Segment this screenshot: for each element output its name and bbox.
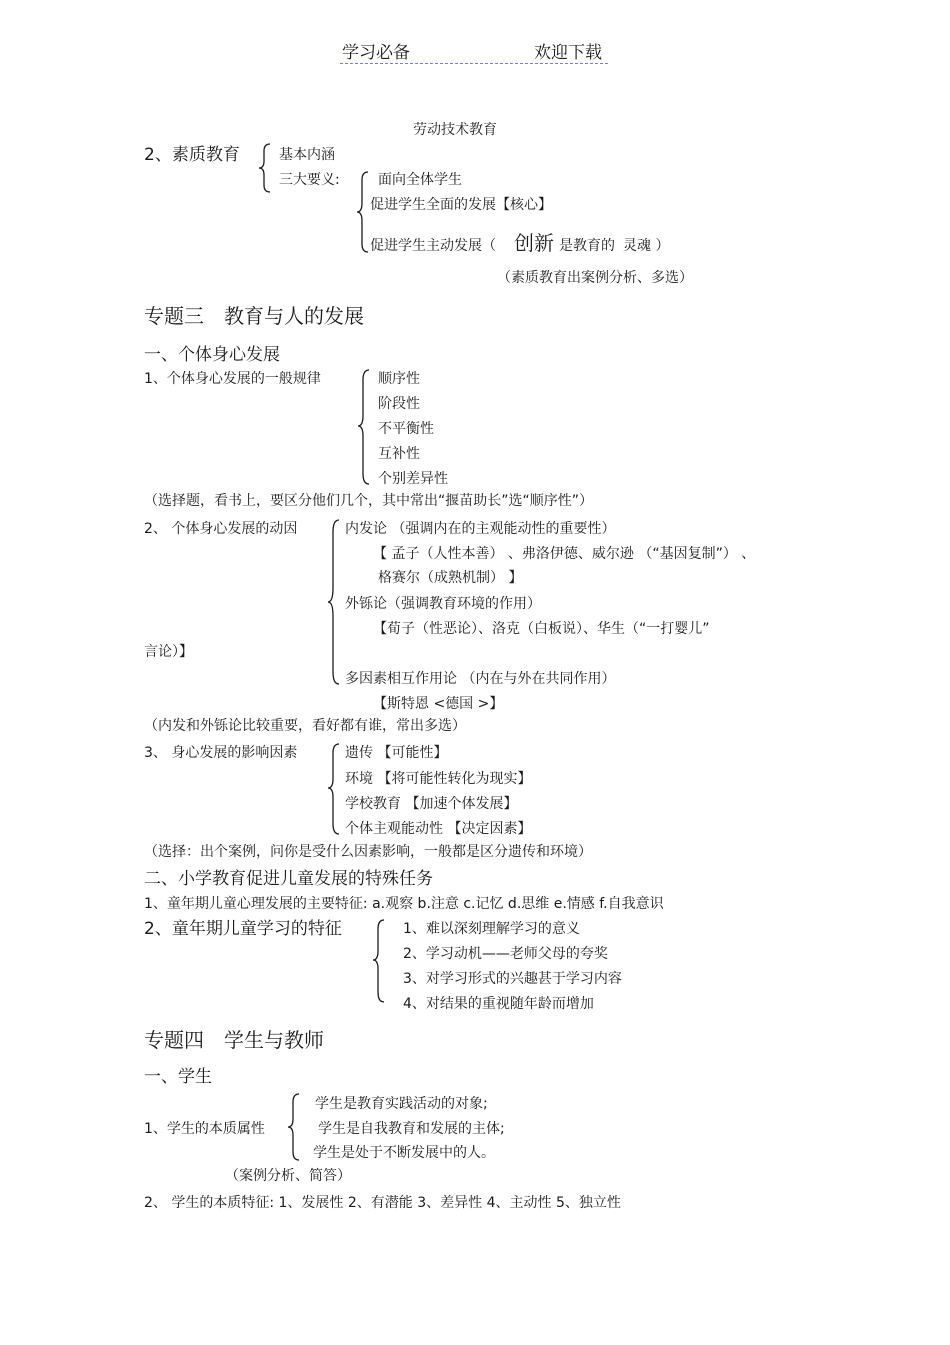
factor-item: 个体主观能动性 【决定因素】: [345, 821, 532, 837]
brace: [372, 918, 388, 1004]
note: （内发和外铄论比较重要，看好都有谁，常出多选）: [144, 718, 466, 734]
brace: [357, 368, 373, 486]
three-essentials: 三大要义:: [279, 172, 340, 188]
feature-line: 2、 学生的本质特征: 1、发展性 2、有潜能 3、差异性 4、主动性 5、独立性: [144, 1195, 621, 1211]
attribute-item: 学生是自我教育和发展的主体;: [318, 1121, 505, 1137]
theory-detail: 【斯特恩 <德国 >】: [373, 696, 504, 712]
theory-external: 外铄论（强调教育环境的作用）: [345, 596, 541, 612]
learning-item: 3、对学习形式的兴趣甚于学习内容: [403, 971, 622, 987]
law-item: 顺序性: [378, 371, 420, 387]
subsection-title: 二、小学教育促进儿童发展的特殊任务: [144, 869, 433, 889]
point-title: 1、学生的本质属性: [144, 1121, 265, 1137]
header-left: 学习必备: [342, 43, 410, 63]
subsection-title: 一、学生: [144, 1067, 212, 1087]
brace: [327, 518, 343, 686]
point-title: 1、个体身心发展的一般规律: [144, 371, 321, 387]
characteristics-line: 1、童年期儿童心理发展的主要特征: a.观察 b.注意 c.记忆 d.思维 e.情感 f.自我意识: [144, 896, 664, 912]
note: （选择题，看书上，要区分他们几个，其中常出“揠苗助长”选“顺序性”）: [144, 493, 594, 509]
topic-title: 专题四 学生与教师: [144, 1028, 324, 1052]
point-title: 2、 个体身心发展的动因: [144, 521, 298, 537]
factor-item: 学校教育 【加速个体发展】: [345, 796, 518, 812]
theory-detail: 【 孟子（人性本善） 、弗洛伊德、威尔逊 （“基因复制”） 、: [373, 546, 756, 562]
brace: [258, 142, 274, 194]
learning-item: 2、学习动机——老师父母的夸奖: [403, 946, 608, 962]
attribute-item: 学生是处于不断发展中的人。: [313, 1145, 495, 1161]
point-title: 2、童年期儿童学习的特征: [144, 919, 342, 939]
law-item: 个别差异性: [378, 471, 448, 487]
note: （案例分析、简答）: [225, 1168, 351, 1184]
basic-connotation: 基本内涵: [279, 147, 335, 163]
theory-detail: 【荀子（性恶论）、洛克（白板说）、华生（“一打婴儿”: [373, 621, 710, 637]
law-item: 阶段性: [378, 396, 420, 412]
theory-internal: 内发论 （强调内在的主观能动性的重要性）: [345, 521, 616, 537]
point-title: 3、 身心发展的影响因素: [144, 745, 298, 761]
header-underline: [340, 63, 608, 64]
essential-item: 面向全体学生: [378, 172, 462, 188]
section-title: 2、素质教育: [144, 145, 240, 165]
subsection-title: 一、个体身心发展: [144, 345, 280, 365]
factor-item: 遗传 【可能性】: [345, 745, 448, 761]
theory-multi: 多因素相互作用论 （内在与外在共同作用）: [345, 671, 616, 687]
innovation-highlight: 创新: [514, 231, 554, 255]
brace: [327, 742, 343, 836]
topic-title: 专题三 教育与人的发展: [144, 304, 364, 328]
factor-item: 环境 【将可能性转化为现实】: [345, 771, 532, 787]
theory-detail: 格赛尔（成熟机制） 】: [378, 570, 523, 586]
brace: [287, 1092, 303, 1162]
law-item: 互补性: [378, 446, 420, 462]
note: （选择：出个案例，问你是受什么因素影响，一般都是区分遗传和环境）: [144, 844, 592, 860]
labor-education: 劳动技术教育: [413, 122, 497, 138]
law-item: 不平衡性: [378, 421, 434, 437]
theory-detail: 言论）】: [144, 644, 193, 660]
learning-item: 4、对结果的重视随年龄而增加: [403, 996, 594, 1012]
essential-item: 促进学生全面的发展【核心】: [370, 197, 552, 213]
note: （素质教育出案例分析、多选）: [497, 270, 693, 286]
learning-item: 1、难以深刻理解学习的意义: [403, 921, 580, 937]
attribute-item: 学生是教育实践活动的对象;: [315, 1096, 488, 1112]
header-right: 欢迎下载: [534, 43, 602, 63]
essential-item: 促进学生主动发展（ 创新 是教育的 灵魂 ）: [370, 231, 670, 255]
